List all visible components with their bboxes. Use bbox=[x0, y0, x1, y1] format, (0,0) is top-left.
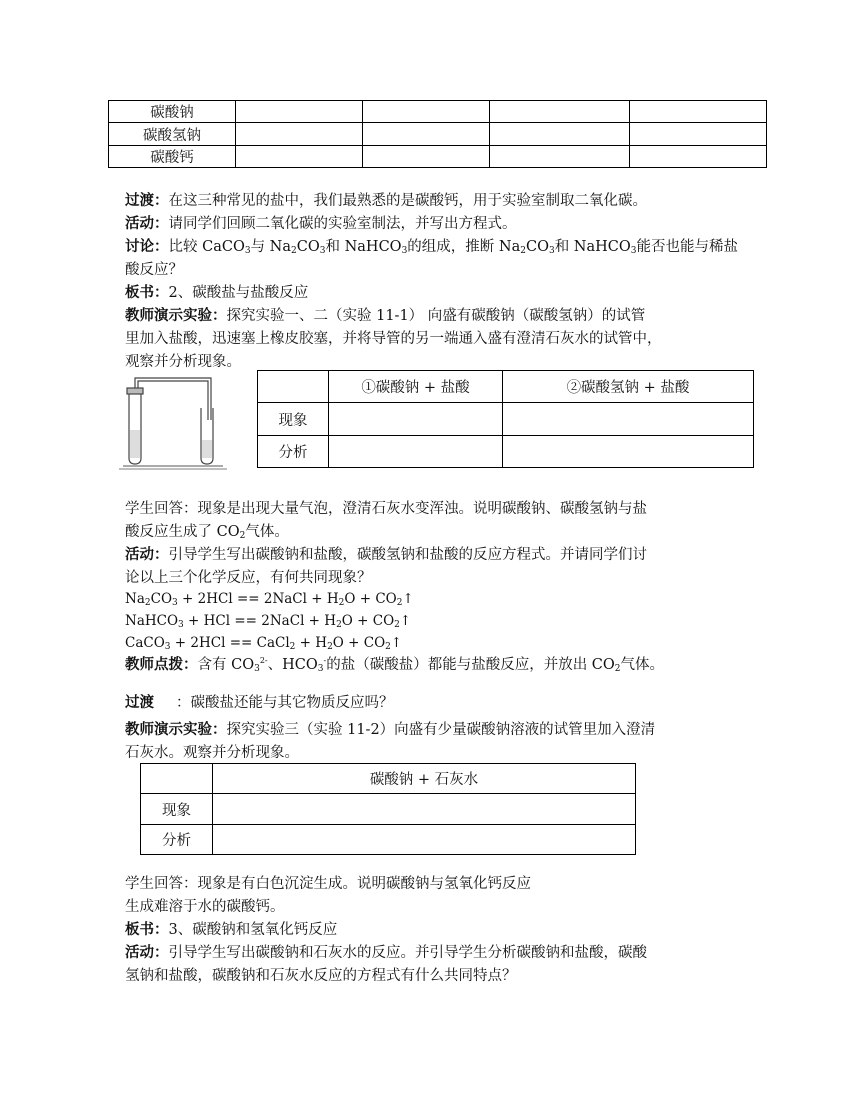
paragraph-text: 引导学生写出碳酸钠和石灰水的反应。并引导学生分析碳酸钠和盐酸，碳酸 bbox=[168, 945, 647, 961]
paragraph-label: 活动 bbox=[125, 216, 154, 232]
subscript: 2 bbox=[385, 642, 391, 652]
row-header: 分析 bbox=[258, 436, 329, 468]
subscript: 3 bbox=[317, 664, 324, 674]
text-run: CO bbox=[150, 591, 173, 607]
paragraph-transition-2 bbox=[125, 692, 740, 715]
text-run: 和 NaHCO bbox=[554, 239, 631, 255]
subscript: 3 bbox=[319, 246, 326, 256]
paragraph-label: 讨论 bbox=[125, 239, 154, 255]
subscript: 2 bbox=[394, 620, 400, 630]
table-cell bbox=[258, 371, 329, 403]
paragraph-text: 学生回答：现象是有白色沉淀生成。说明碳酸钠与氢氧化钙反应 bbox=[125, 876, 531, 892]
text-run: + 2HCl == CaCl bbox=[170, 635, 290, 651]
equation-2 bbox=[125, 610, 411, 633]
salt-row-label: 碳酸氢钠 bbox=[109, 123, 236, 146]
experiment-1-table bbox=[257, 370, 754, 468]
paragraph-board-2: 板书：3、碳酸钠和氢氧化钙反应 bbox=[125, 922, 338, 938]
subscript: 2 bbox=[520, 246, 526, 256]
table-cell bbox=[363, 101, 490, 123]
paragraph-text: 石灰水。观察并分析现象。 bbox=[125, 745, 299, 761]
column-header: ①碳酸钠 + 盐酸 bbox=[329, 371, 503, 403]
table-cell bbox=[363, 146, 490, 168]
table-cell bbox=[236, 101, 363, 123]
table-cell bbox=[236, 123, 363, 146]
subscript: 2 bbox=[396, 598, 403, 608]
paragraph-label: 教师演示实验 bbox=[125, 308, 212, 324]
paragraph-activity: 活动：请同学们回顾二氧化碳的实验室制法，并写出方程式。 bbox=[125, 216, 517, 232]
experiment-2-table bbox=[140, 763, 636, 855]
paragraph-teacher-demo: 教师演示实验：探究实验一、二（实验 11-1） 向盛有碳酸钠（碳酸氢钠）的试管 里加入盐酸，迅速塞上橡皮胶塞，并将导管的另一端通入盛有澄清石灰水的试管中， 观察并分析现象。 bbox=[125, 308, 662, 370]
subscript: 2 bbox=[336, 620, 342, 630]
text-run: 酸反应？ bbox=[125, 262, 183, 278]
text-run: O + CO bbox=[341, 613, 395, 629]
text-run: Na bbox=[125, 591, 145, 607]
text-run: O + CO bbox=[344, 591, 397, 607]
student-answer-2 bbox=[125, 873, 740, 919]
column-header: 碳酸钠 + 石灰水 bbox=[213, 764, 636, 794]
paragraph-label: 过渡 bbox=[125, 193, 154, 209]
text-run: CaCO bbox=[125, 635, 165, 651]
paragraph-discussion: 讨论：比较 CaCO$_3$与 $Na_2CO_3$和 NaHCO$_3$的组成，推断 $Na_2CO_3$和 NaHCO$_3$能否也能与稀盐 酸反应？ bbox=[125, 239, 739, 278]
paragraph-text: 气体。 bbox=[245, 524, 289, 540]
table-cell bbox=[630, 146, 767, 168]
salt-table bbox=[108, 100, 767, 168]
paragraph-label: 活动 bbox=[125, 945, 154, 961]
column-header: ②碳酸氢钠 + 盐酸 bbox=[503, 371, 754, 403]
superscript: - bbox=[323, 656, 327, 666]
paragraph-text: 3、碳酸钠和氢氧化钙反应 bbox=[168, 922, 338, 938]
paragraph-text: 生成难溶于水的碳酸钙。 bbox=[125, 899, 285, 915]
table-cell bbox=[213, 825, 636, 855]
text-run: 含有 CO bbox=[197, 657, 255, 673]
paragraph-transition: 过渡：在这三种常见的盐中，我们最熟悉的是碳酸钙，用于实验室制取二氧化碳。 bbox=[125, 193, 647, 209]
table-cell bbox=[490, 123, 630, 146]
table-cell bbox=[503, 403, 754, 436]
table-cell bbox=[329, 403, 503, 436]
text-run: 气体。 bbox=[620, 657, 665, 673]
text-run: O + CO bbox=[332, 635, 386, 651]
row-header: 现象 bbox=[258, 403, 329, 436]
text-run: CO bbox=[296, 239, 320, 255]
subscript: 3 bbox=[244, 246, 251, 256]
paragraph-teacher-demo-2: 教师演示实验：探究实验三（实验 11-2）向盛有少量碳酸钠溶液的试管里加入澄清 石灰水。观察并分析现象。 bbox=[125, 722, 656, 761]
subscript: 3 bbox=[630, 246, 637, 256]
equation-1 bbox=[125, 588, 414, 611]
paragraph-text: 探究实验一、二（实验 11-1） 向盛有碳酸钠（碳酸氢钠）的试管 bbox=[226, 308, 646, 324]
row-header: 分析 bbox=[141, 825, 213, 855]
paragraph-text: 酸反应生成了 CO bbox=[125, 524, 240, 540]
paragraph-text: 引导学生写出碳酸钠和盐酸，碳酸氢钠和盐酸的反应方程式。并请同学们讨 bbox=[168, 547, 647, 563]
paragraph-text: 里加入盐酸，迅速塞上橡皮胶塞，并将导管的另一端通入盛有澄清石灰水的试管中， bbox=[125, 331, 662, 347]
table-cell bbox=[363, 123, 490, 146]
table-cell bbox=[141, 764, 213, 794]
student-answer-1 bbox=[125, 498, 740, 544]
gas-arrow: ↑ bbox=[390, 635, 403, 651]
paragraph-teacher-tip: 教师点拨：含有 $CO_3^{2-}$、$HCO_3^-$的盐（碳酸盐）都能与盐酸反应，并放出 $CO_2$气体。 bbox=[125, 656, 665, 674]
salt-row-label: 碳酸钠 bbox=[109, 101, 236, 123]
paragraph-label: 过渡 bbox=[125, 695, 154, 711]
subscript: 2 bbox=[239, 531, 246, 541]
paragraph-text: 探究实验三（实验 11-2）向盛有少量碳酸钠溶液的试管里加入澄清 bbox=[226, 722, 656, 738]
paragraph-text: 2、碳酸盐与盐酸反应 bbox=[168, 285, 309, 301]
paragraph-text: 观察并分析现象。 bbox=[125, 354, 241, 370]
paragraph-label: 教师点拨 bbox=[125, 657, 183, 673]
text-run: 的盐（碳酸盐）都能与盐酸反应，并放出 CO bbox=[326, 657, 615, 673]
subscript: 2 bbox=[291, 246, 297, 256]
text-run: 能否也能与稀盐 bbox=[636, 239, 739, 255]
text-run: 、HCO bbox=[267, 657, 318, 673]
paragraph-label: 活动 bbox=[125, 547, 154, 563]
subscript: 3 bbox=[548, 246, 555, 256]
text-run: 比较 CaCO bbox=[168, 239, 245, 255]
table-cell bbox=[236, 146, 363, 168]
paragraph-text: ：碳酸盐还能与其它物质反应吗？ bbox=[176, 695, 394, 711]
text-run: NaHCO bbox=[125, 613, 179, 629]
subscript: 2 bbox=[338, 598, 345, 608]
table-cell bbox=[503, 436, 754, 468]
paragraph-label: 板书 bbox=[125, 285, 154, 301]
paragraph-text: 氢钠和盐酸，碳酸钠和石灰水反应的方程式有什么共同特点？ bbox=[125, 968, 517, 984]
text-run: + H bbox=[295, 635, 328, 651]
subscript: 3 bbox=[254, 664, 260, 674]
subscript: 2 bbox=[289, 642, 296, 652]
text-run: CO bbox=[525, 239, 549, 255]
gas-arrow: ↑ bbox=[402, 591, 414, 607]
table-cell bbox=[490, 146, 630, 168]
gas-arrow: ↑ bbox=[399, 613, 412, 629]
paragraph-label: 板书 bbox=[125, 922, 154, 938]
paragraph-label: 教师演示实验 bbox=[125, 722, 212, 738]
table-cell bbox=[490, 101, 630, 123]
text-run: + HCl == 2NaCl + H bbox=[183, 613, 337, 629]
row-header: 现象 bbox=[141, 794, 213, 825]
table-cell bbox=[630, 123, 767, 146]
paragraph-activity-2: 活动：引导学生写出碳酸钠和盐酸，碳酸氢钠和盐酸的反应方程式。并请同学们讨 论以上三个化学反应，有何共同现象？ bbox=[125, 547, 647, 586]
text-run: 和 NaHCO bbox=[325, 239, 402, 255]
subscript: 3 bbox=[164, 642, 171, 652]
salt-row-label: 碳酸钙 bbox=[109, 146, 236, 168]
table-cell bbox=[329, 436, 503, 468]
test-tube-apparatus-illustration bbox=[115, 370, 235, 470]
superscript: 2- bbox=[259, 656, 268, 666]
equation-3 bbox=[125, 632, 402, 655]
subscript: 3 bbox=[172, 598, 178, 608]
table-cell bbox=[630, 101, 767, 123]
text-run: 的组成，推断 Na bbox=[407, 239, 521, 255]
paragraph-text: 学生回答：现象是出现大量气泡，澄清石灰水变浑浊。说明碳酸钠、碳酸氢钠与盐 bbox=[125, 501, 647, 517]
subscript: 2 bbox=[614, 664, 621, 674]
table-cell bbox=[213, 794, 636, 825]
subscript: 2 bbox=[144, 598, 151, 608]
subscript: 3 bbox=[178, 620, 184, 630]
paragraph-activity-3: 活动：引导学生写出碳酸钠和石灰水的反应。并引导学生分析碳酸钠和盐酸，碳酸 氢钠和盐酸，碳酸钠和石灰水反应的方程式有什么共同特点？ bbox=[125, 945, 647, 984]
text-run: + 2HCl == 2NaCl + H bbox=[177, 591, 339, 607]
text-run: 与 Na bbox=[250, 239, 292, 255]
paragraph-text: 请同学们回顾二氧化碳的实验室制法，并写出方程式。 bbox=[168, 216, 517, 232]
subscript: 3 bbox=[401, 246, 408, 256]
paragraph-text: 在这三种常见的盐中，我们最熟悉的是碳酸钙，用于实验室制取二氧化碳。 bbox=[168, 193, 647, 209]
subscript: 2 bbox=[327, 642, 333, 652]
paragraph-board: 板书：2、碳酸盐与盐酸反应 bbox=[125, 285, 309, 301]
paragraph-text: 论以上三个化学反应，有何共同现象？ bbox=[125, 570, 372, 586]
